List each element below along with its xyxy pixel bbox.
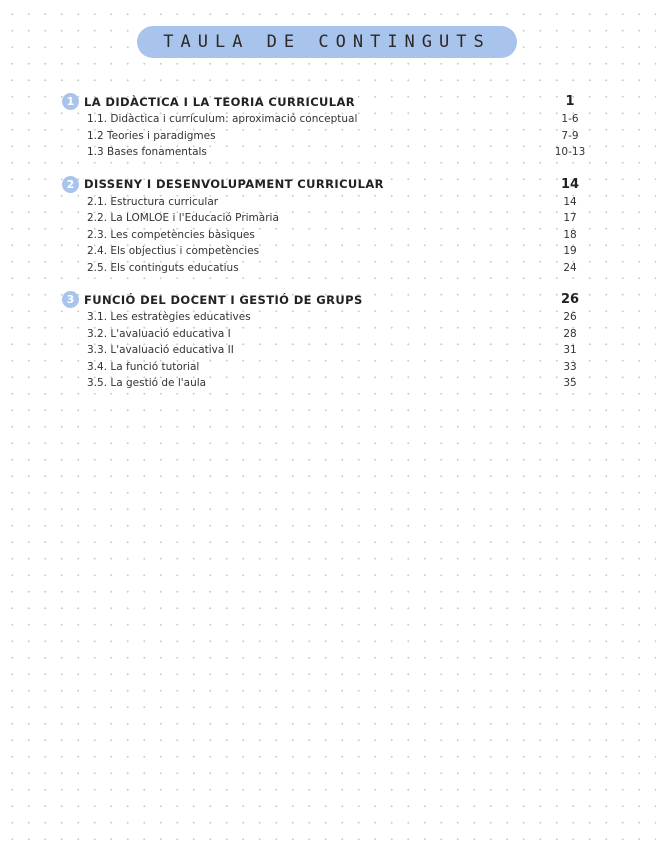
toc-item	[62, 210, 590, 227]
toc-item	[62, 342, 590, 359]
toc-item-page: 31	[563, 344, 577, 357]
toc-item-label: 3.5. La gestió de l'aula	[87, 377, 207, 390]
section-heading	[62, 92, 590, 111]
toc-item-page: 19	[563, 245, 577, 258]
toc-item-label: 1.1. Didàctica i currículum: aproximació conceptual	[87, 113, 358, 126]
table-of-contents	[62, 92, 590, 406]
toc-item-page: 14	[563, 195, 577, 208]
toc-item	[62, 227, 590, 244]
section-title: DISSENY I DESENVOLUPAMENT CURRICULAR	[84, 177, 384, 191]
toc-item-label: 1.3 Bases fonamentals	[87, 146, 207, 159]
toc-item-page: 7-9	[561, 129, 579, 142]
toc-item-label: 2.1. Estructura curricular	[87, 195, 219, 208]
toc-item	[62, 128, 590, 145]
toc-item	[62, 359, 590, 376]
section-title: FUNCIÓ DEL DOCENT I GESTIÓ DE GRUPS	[84, 292, 363, 307]
toc-item-page: 35	[563, 377, 577, 390]
toc-item-label: 2.2. La LOMLOE i l'Educació Primària	[87, 212, 279, 225]
toc-item-label: 1.2 Teories i paradigmes	[87, 129, 216, 142]
toc-item	[62, 194, 590, 211]
toc-section-3	[62, 290, 590, 392]
section-number-badge: 1	[62, 93, 79, 110]
toc-section-2	[62, 175, 590, 277]
toc-item-page: 33	[563, 360, 577, 373]
page-title: TAULA DE CONTINGUTS	[163, 32, 491, 52]
section-title: LA DIDÀCTICA I LA TEORIA CURRICULAR	[84, 94, 356, 109]
section-number-badge: 2	[62, 176, 79, 193]
toc-item	[62, 260, 590, 277]
section-heading	[62, 290, 590, 309]
toc-item	[62, 326, 590, 343]
toc-item	[62, 111, 590, 128]
toc-item-page: 28	[563, 327, 577, 340]
toc-item	[62, 309, 590, 326]
toc-item-label: 3.4. La funció tutorial	[87, 360, 200, 373]
toc-item-label: 3.3. L'avaluació educativa II	[87, 344, 234, 357]
toc-item	[62, 243, 590, 260]
section-number-badge: 3	[62, 291, 79, 308]
toc-item-page: 17	[563, 212, 577, 225]
toc-item-label: 3.1. Les estratègies educatives	[87, 311, 251, 324]
toc-item-page: 26	[563, 311, 577, 324]
toc-item-label: 2.4. Els objectius i competències	[87, 245, 260, 258]
toc-item-label: 2.3. Les competències bàsiques	[87, 228, 255, 241]
toc-item-page: 10-13	[554, 146, 586, 159]
toc-item-label: 2.5. Els continguts educatius	[87, 261, 239, 274]
toc-item-page: 24	[563, 261, 577, 274]
section-page-number: 14	[560, 176, 580, 192]
toc-section-1	[62, 92, 590, 161]
section-page-number: 1	[565, 94, 575, 109]
section-page-number: 26	[560, 292, 580, 307]
section-heading	[62, 175, 590, 194]
toc-item-label: 3.2. L'avaluació educativa I	[87, 327, 231, 340]
toc-item-page: 18	[563, 228, 577, 241]
toc-item-page: 1-6	[561, 113, 579, 126]
title-banner	[137, 26, 517, 58]
toc-item	[62, 375, 590, 392]
toc-item	[62, 144, 590, 161]
